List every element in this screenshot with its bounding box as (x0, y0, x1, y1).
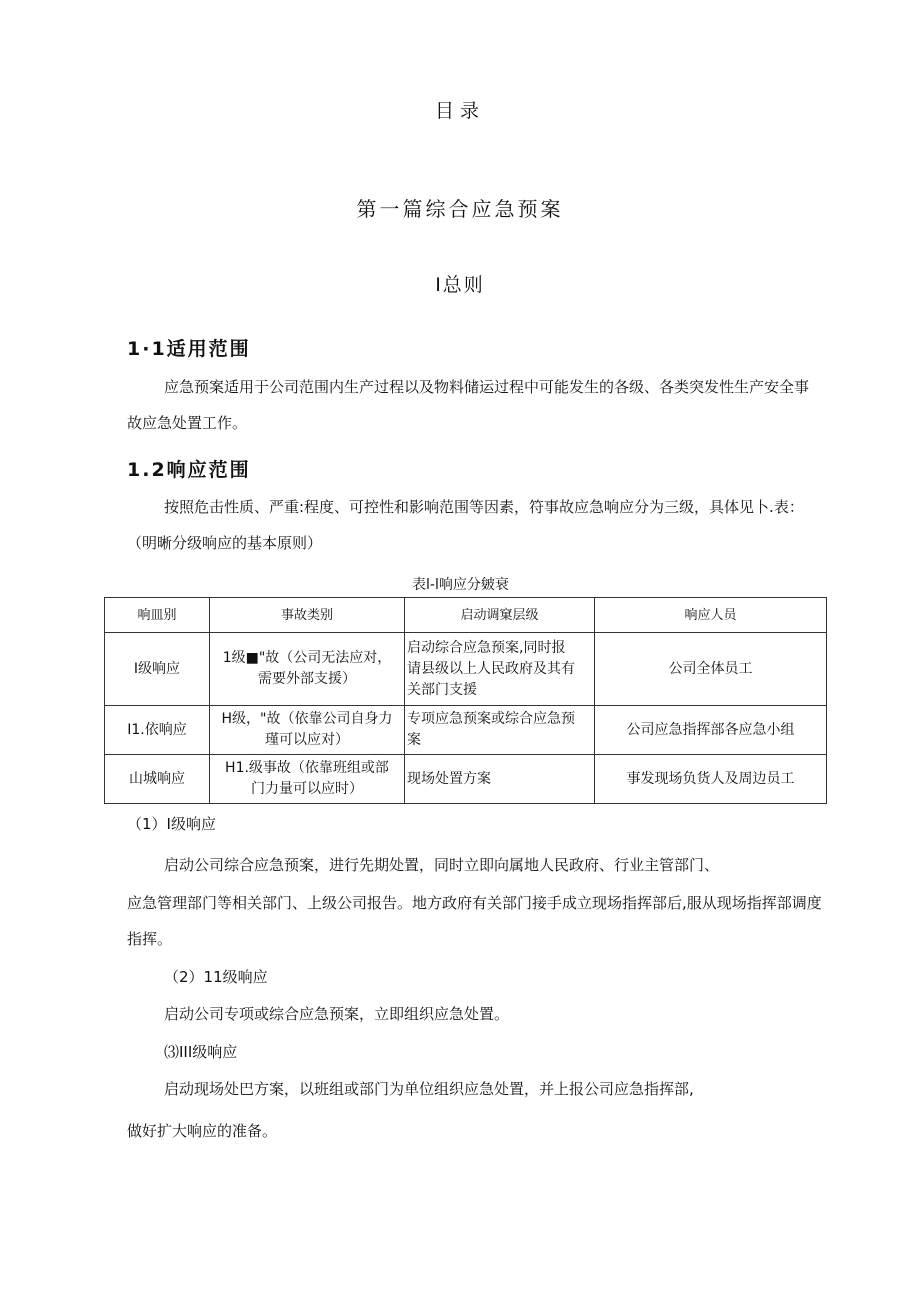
section-1-2-heading: 1.2响应范围 (127, 459, 251, 481)
part-title: 第一篇综合应急预案 (356, 197, 564, 221)
table-row (105, 706, 827, 755)
table-row (105, 633, 827, 706)
table-row (105, 755, 827, 804)
header-plan-level: 启动调窠层级 (405, 598, 595, 633)
cell-response-staff: 公司全体员工 (595, 633, 827, 706)
cell-response-level: 山城响应 (105, 755, 210, 804)
level-2-paragraph: 启动公司专项或综合应急预案，立即组织应急处置。 (164, 1005, 510, 1023)
cell-line: 瑾可以应对） (265, 732, 349, 748)
response-level-table (104, 597, 827, 804)
table-caption: 表l-l响应分皴衰 (412, 577, 509, 593)
level-3-heading: ⑶III级响应 (164, 1043, 238, 1061)
cell-plan-level (405, 755, 595, 804)
chapter-title: I总则 (435, 274, 485, 296)
cell-line: 现场处置方案 (407, 770, 491, 787)
cell-line: 门力量可以应时） (251, 781, 363, 797)
section-1-1-paragraph-line-1: 应急预案适用于公司范围内生产过程以及物料储运过程中可能发生的各级、各类突发性生产安全事 (164, 378, 810, 396)
cell-plan-level (405, 706, 595, 755)
cell-response-level: I级响应 (105, 633, 210, 706)
level-2-heading: （2）11级响应 (164, 968, 268, 986)
cell-line: 关部门支援 (407, 681, 477, 698)
cell-line: 案 (407, 732, 421, 748)
cell-plan-level (405, 633, 595, 706)
cell-accident-category (210, 755, 405, 804)
cell-response-level: I1.依响应 (105, 706, 210, 755)
level-3-paragraph-line-1: 启动现场处巴方案，以班组或部门为单位组织应急处置，并上报公司应急指挥部, (164, 1080, 694, 1098)
section-1-2-paragraph-line-1: 按照危击性质、严重:程度、可控性和影响范围等因素，符事故应急响应分为三级，具体见卜.表： (164, 498, 804, 516)
section-1-1-heading: 1·1适用范围 (127, 338, 251, 360)
cell-line: 需要外部支援） (258, 671, 356, 687)
header-response-level: 响皿别 (105, 598, 210, 633)
cell-response-staff: 公司应急指挥部各应急小组 (595, 706, 827, 755)
cell-response-staff: 事发现场负货人及周边员工 (595, 755, 827, 804)
level-1-paragraph-line-3: 指挥。 (127, 930, 173, 948)
cell-accident-category (210, 706, 405, 755)
level-1-paragraph-line-2: 应急管理部门等相关部门、上级公司报告。地方政府有关部门接手成立现场指挥部后,服从现场指挥部调度 (127, 894, 822, 912)
level-3-paragraph-line-2: 做好扩大响应的准备。 (127, 1122, 278, 1140)
cell-line: 1级■"故（公司无法应对， (222, 650, 392, 666)
cell-line: 启动综合应急预案,同时报 (407, 639, 566, 656)
section-1-2-paragraph-line-2: （明晰分级响应的基本原则） (127, 534, 323, 552)
cell-line: H级，"故（依靠公司自身力 (221, 711, 393, 727)
header-response-staff: 响应人员 (595, 598, 827, 633)
cell-line: 专项应急预案或综合应急预 (407, 711, 575, 727)
cell-line: 请县级以上人民政府及其有 (407, 660, 575, 677)
header-accident-category: 事故类别 (210, 598, 405, 633)
cell-line: H1.级事故（依靠班组或部 (225, 760, 389, 776)
table-header-row (105, 598, 827, 633)
level-1-paragraph-line-1: 启动公司综合应急预案，进行先期处置，同时立即向属地人民政府、行业主管部门、 (164, 856, 720, 874)
toc-title: 目录 (434, 100, 485, 122)
level-1-heading: （1）I级响应 (127, 815, 216, 833)
cell-accident-category (210, 633, 405, 706)
section-1-1-paragraph-line-2: 故应急处置工作。 (127, 414, 248, 432)
